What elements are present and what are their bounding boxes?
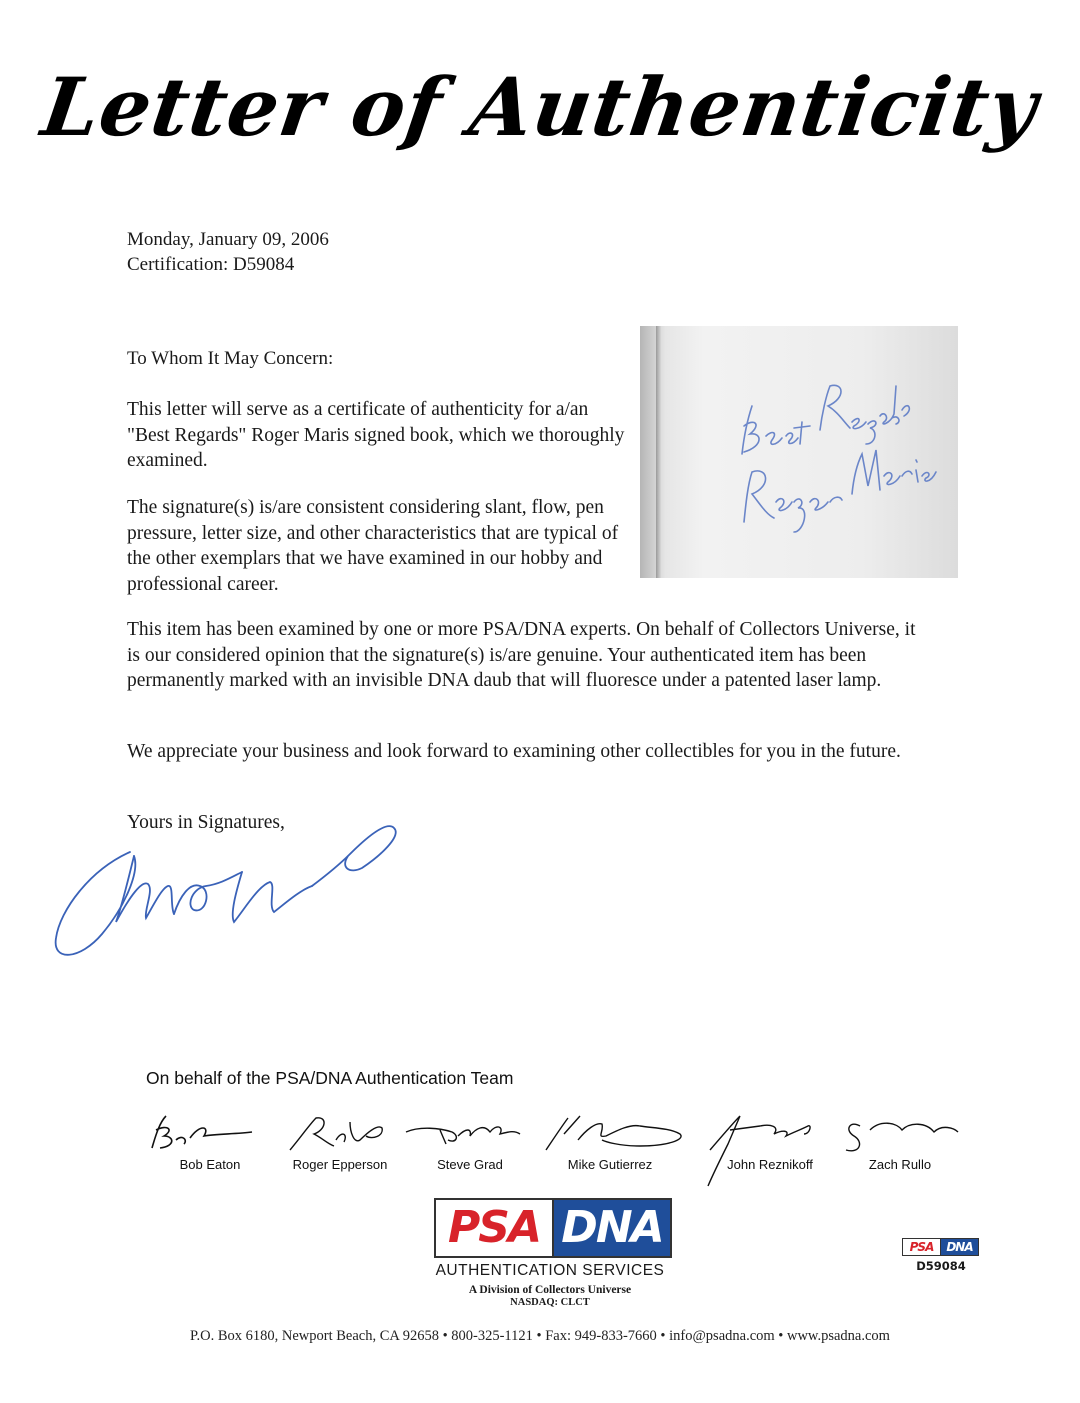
team-member-signature	[540, 1110, 680, 1190]
team-member-signature	[830, 1110, 970, 1190]
team-heading: On behalf of the PSA/DNA Authentication Team	[146, 1068, 514, 1088]
team-member-signature	[700, 1110, 840, 1190]
certification-number: Certification: D59084	[127, 254, 295, 275]
member-signature-mark	[270, 1110, 410, 1158]
member-signature-mark	[140, 1110, 280, 1158]
division-label: A Division of Collectors Universe	[468, 1284, 632, 1296]
authentication-services-label: AUTHENTICATION SERVICES	[435, 1262, 665, 1279]
member-signature-mark	[700, 1110, 840, 1190]
sticker-dna: DNA	[940, 1238, 979, 1256]
letter-meta	[127, 227, 329, 277]
team-member-name: Bob Eaton	[179, 1157, 241, 1172]
paragraph-appreciation: We appreciate your business and look forward to examining other collectibles for you in the future.	[127, 741, 901, 762]
paragraph-expert-opinion: This item has been examined by one or more PSA/DNA experts. On behalf of Collectors Universe, it is our considered opinion that the signature(s) is/are genuine. Your authenticated item has been permanently marked with an invisible DNA daub that will fluoresce under a patented laser lamp.	[127, 619, 916, 691]
member-signature-mark	[830, 1110, 970, 1158]
psa-dna-logo	[434, 1198, 670, 1256]
team-member-signature	[140, 1110, 280, 1190]
paragraph-item-description: This letter will serve as a certificate of authenticity for a/an "Best Regards" Roger Maris signed book, which we thoroughly examined.	[127, 399, 625, 471]
authentication-team	[140, 1110, 960, 1190]
authenticator-signature	[50, 810, 410, 970]
handwritten-inscription	[640, 326, 958, 578]
letter-date: Monday, January 09, 2006	[127, 229, 329, 250]
team-member-name: Zach Rullo	[868, 1157, 932, 1172]
team-member-signature	[270, 1110, 410, 1190]
closing-line: Yours in Signatures,	[127, 812, 285, 833]
sticker-psa: PSA	[902, 1238, 941, 1256]
team-member-name: Roger Epperson	[292, 1157, 388, 1172]
logo-psa: PSA	[434, 1198, 554, 1258]
team-member-name: John Reznikoff	[727, 1157, 813, 1172]
book-fold	[656, 326, 661, 578]
team-member-name: Mike Gutierrez	[567, 1157, 653, 1172]
member-signature-mark	[540, 1110, 700, 1158]
paragraph-signature-analysis: The signature(s) is/are consistent considering slant, flow, pen pressure, letter size, and other characteristics that are typical of the other exemplars that we have examined in our hobby and professional career.	[127, 497, 619, 595]
certification-sticker	[896, 1238, 986, 1280]
signed-item-photo	[640, 326, 958, 578]
footer-contact: P.O. Box 6180, Newport Beach, CA 92658 • 800-325-1121 • Fax: 949-833-7660 • info@psadna.com • www.psadna.com	[190, 1328, 890, 1344]
sticker-number: D59084	[916, 1259, 966, 1273]
salutation: To Whom It May Concern:	[127, 348, 334, 369]
team-member-name: Steve Grad	[437, 1157, 503, 1172]
letter-title: Letter of Authenticity	[36, 60, 1044, 154]
nasdaq-label: NASDAQ: CLCT	[510, 1297, 590, 1308]
sticker-logo	[902, 1238, 978, 1256]
logo-dna: DNA	[552, 1198, 672, 1258]
team-member-signature	[400, 1110, 540, 1190]
member-signature-mark	[400, 1110, 540, 1158]
